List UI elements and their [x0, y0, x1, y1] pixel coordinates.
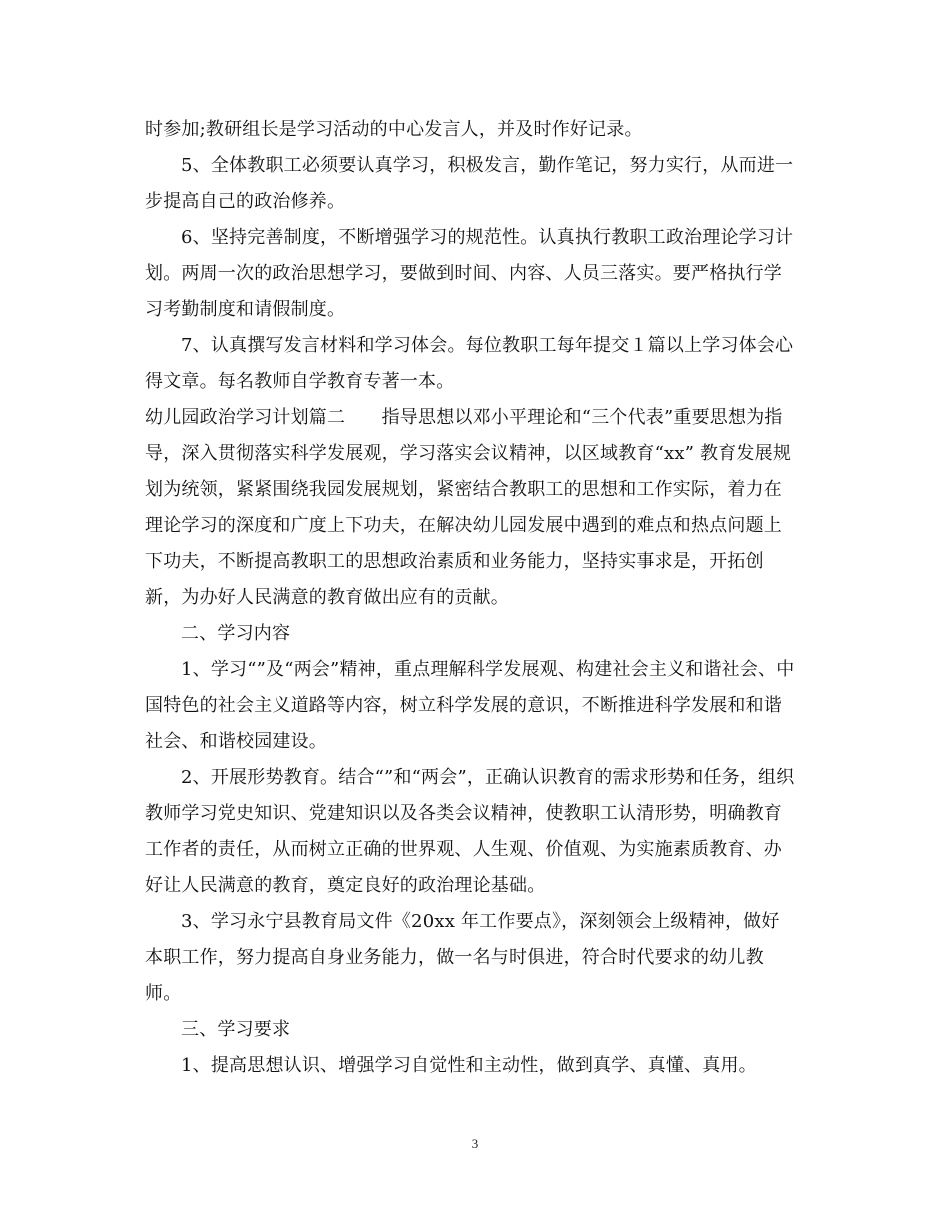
text-line: 工作者的责任，从而树立正确的世界观、人生观、价值观、为实施素质教育、办	[145, 839, 782, 860]
text-line: 划。两周一次的政治思想学习，要做到时间、内容、人员三落实。要严格执行学	[145, 263, 782, 284]
text-line: 得文章。每名教师自学教育专著一本。	[145, 371, 455, 392]
text-line: 理论学习的深度和广度上下功夫，在解决幼儿园发展中遇到的难点和热点问题上	[145, 515, 782, 536]
text-line: 1、提高思想认识、增强学习自觉性和主动性，做到真学、真懂、真用。	[181, 1055, 757, 1076]
text-line: 2、开展形势教育。结合“”和“两会”，正确认识教育的需求形势和任务，组织	[181, 767, 795, 788]
text-line: 下功夫，不断提高教职工的思想政治素质和业务能力，坚持实事求是，开拓创	[145, 551, 764, 572]
text-line: 5、全体教职工必须要认真学习，积极发言，勤作笔记，努力实行，从而进一	[181, 155, 794, 176]
text-line: 时参加;教研组长是学习活动的中心发言人，并及时作好记录。	[145, 119, 643, 140]
text-line: 导，深入贯彻落实科学发展观，学习落实会议精神，以区域教育“xx” 教育发展规	[145, 443, 792, 464]
section-heading: 二、学习内容	[181, 623, 291, 644]
text-line: 划为统领，紧紧围绕我园发展规划，紧密结合教职工的思想和工作实际，着力在	[145, 479, 782, 500]
section-heading-line: 幼儿园政治学习计划篇二 指导思想以邓小平理论和“三个代表”重要思想为指	[145, 407, 783, 428]
section-heading: 三、学习要求	[181, 1019, 291, 1040]
text-line: 好让人民满意的教育，奠定良好的政治理论基础。	[145, 875, 546, 896]
text-line: 师。	[145, 983, 182, 1004]
text-line: 步提高自己的政治修养。	[145, 191, 346, 212]
text-line: 国特色的社会主义道路等内容，树立科学发展的意识，不断推进科学发展和和谐	[145, 695, 782, 716]
text-line: 6、坚持完善制度，不断增强学习的规范性。认真执行教职工政治理论学习计	[181, 227, 794, 248]
text-line: 1、学习“”及“两会”精神，重点理解科学发展观、构建社会主义和谐社会、中	[181, 659, 795, 680]
document-body	[145, 112, 810, 1084]
text-line: 本职工作，努力提高自身业务能力，做一名与时俱进，符合时代要求的幼儿教	[145, 947, 764, 968]
text-line: 新，为办好人民满意的教育做出应有的贡献。	[145, 587, 509, 608]
text-line: 教师学习党史知识、党建知识以及各类会议精神，使教职工认清形势，明确教育	[145, 803, 782, 824]
text-line: 7、认真撰写发言材料和学习体会。每位教职工每年提交１篇以上学习体会心	[181, 335, 794, 356]
text-line: 3、学习永宁县教育局文件《20xx 年工作要点》，深刻领会上级精神，做好	[181, 911, 780, 932]
text-line: 社会、和谐校园建设。	[145, 731, 327, 752]
text-line: 习考勤制度和请假制度。	[145, 299, 346, 320]
page-number: 3	[471, 1136, 479, 1151]
